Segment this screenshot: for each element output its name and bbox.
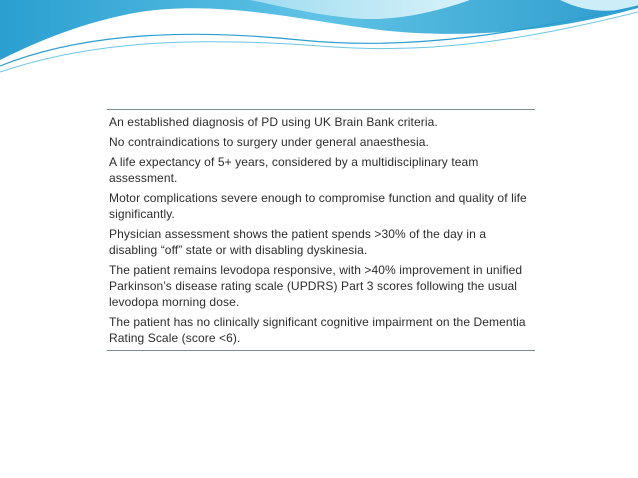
criterion-no-contraindications: No contraindications to surgery under general anaesthesia. (109, 135, 429, 149)
criterion-diagnosis: An established diagnosis of PD using UK Brain Bank criteria. (109, 115, 438, 129)
header-wave-decoration (0, 0, 638, 80)
criteria-list (109, 114, 535, 346)
criterion-life-expectancy: A life expectancy of 5+ years, considered by a multidisciplinary team assessment. (109, 155, 479, 185)
criterion-levodopa-response: The patient remains levodopa responsive, with >40% improvement in unified Parkinson’s disease rating scale (UPDRS) Part 3 scores following the usual levodopa morning dose. (109, 263, 523, 309)
criterion-motor-complications: Motor complications severe enough to compromise function and quality of life significantly. (109, 191, 527, 221)
criteria-box (107, 109, 535, 351)
criterion-cognitive: The patient has no clinically significant cognitive impairment on the Dementia Rating Scale (score <6). (109, 315, 526, 345)
criterion-off-state: Physician assessment shows the patient spends >30% of the day in a disabling “off” state or with disabling dyskinesia. (109, 227, 487, 257)
